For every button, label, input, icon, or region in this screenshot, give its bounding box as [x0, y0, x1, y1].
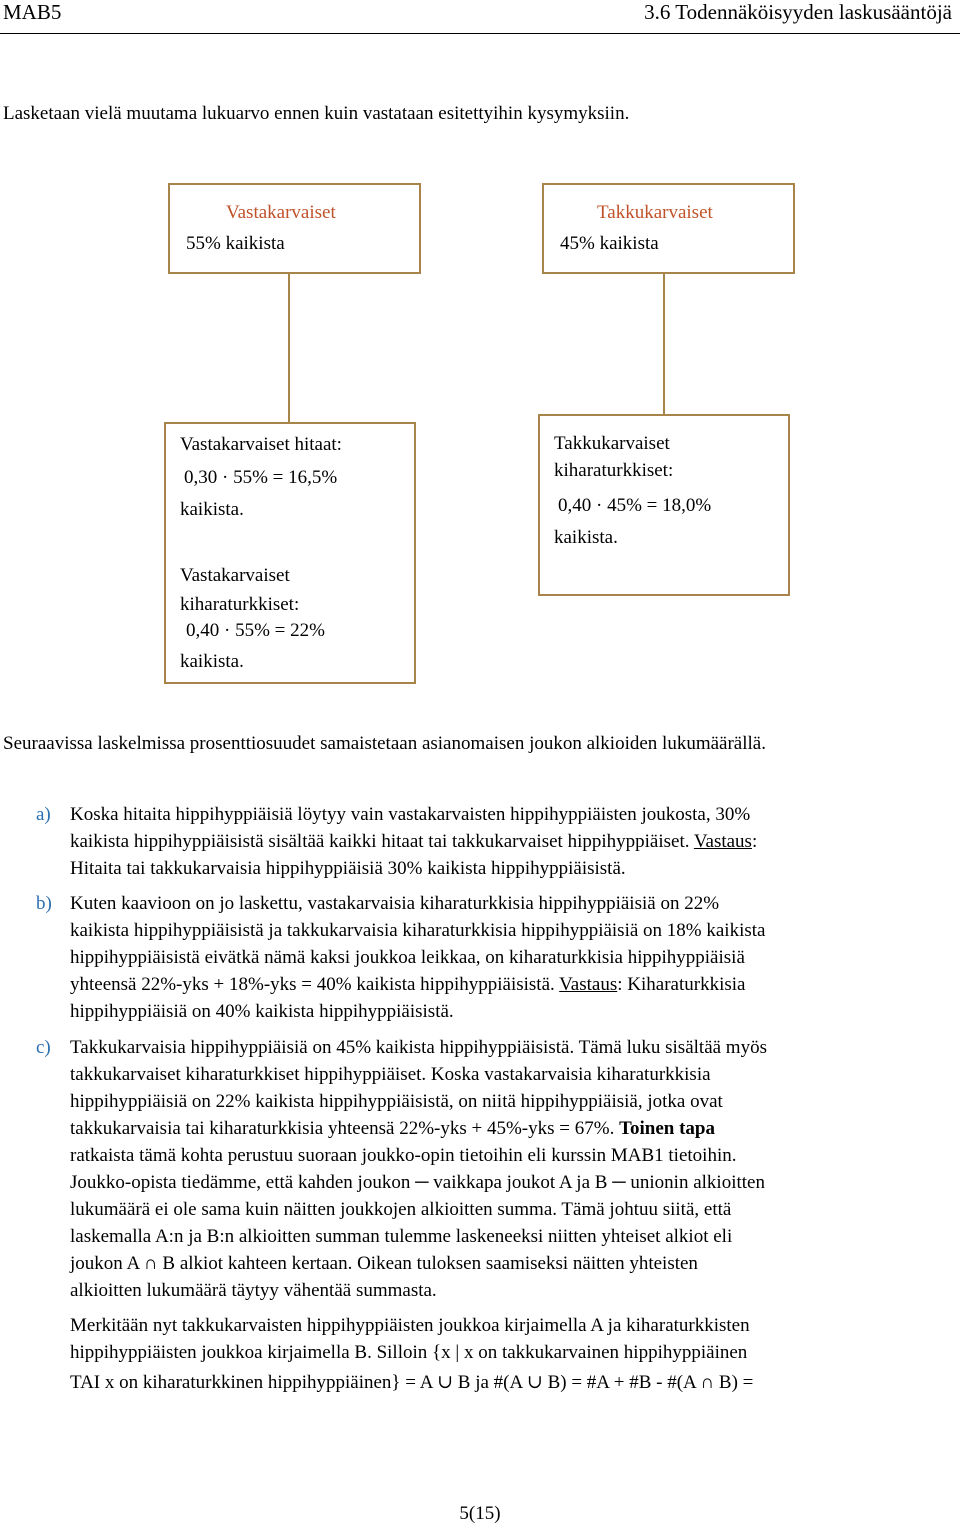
- box-vastakarvaiset-details: [164, 422, 416, 684]
- box-vastakarvaiset: [168, 183, 421, 274]
- intro-text: Lasketaan vielä muutama lukuarvo ennen kuin vastataan esitettyihin kysymyksiin.: [3, 103, 630, 124]
- box-takkukarvaiset-details: [538, 414, 790, 596]
- header-section-title: 3.6 Todennäköisyyden laskusääntöjä: [644, 0, 952, 24]
- item-line: kaikista hippihyppiäisistä ja takkukarvaisia kiharaturkkisia hippihyppiäisiä on 18% kaikista: [70, 920, 766, 941]
- item-line: ratkaista tämä kohta perustuu suoraan joukko-opin tietoihin eli kurssin MAB1 tietoihin.: [70, 1145, 737, 1166]
- item-label: c): [36, 1037, 51, 1058]
- box-title: Vastakarvaiset: [226, 202, 336, 223]
- detail-line: Vastakarvaiset hitaat:: [180, 434, 342, 455]
- detail-equation: 0,40 · 55% = 22%: [186, 620, 325, 641]
- item-label: a): [36, 804, 51, 825]
- item-line: Hitaita tai takkukarvaisia hippihyppiäisiä 30% kaikista hippihyppiäisistä.: [70, 858, 626, 879]
- item-line: Koska hitaita hippihyppiäisiä löytyy vain vastakarvaisten hippihyppiäisten joukosta, 30%: [70, 804, 751, 825]
- header-rule: [0, 33, 960, 34]
- box-subtitle: 45% kaikista: [560, 233, 659, 254]
- item-line: Takkukarvaisia hippihyppiäisiä on 45% kaikista hippihyppiäisistä. Tämä luku sisältää myös: [70, 1037, 767, 1058]
- detail-line: kaikista.: [180, 499, 244, 520]
- item-line: takkukarvaiset kiharaturkkiset hippihyppiäiset. Koska vastakarvaisia kiharaturkkisia: [70, 1064, 711, 1085]
- item-line: laskemalla A:n ja B:n alkioitten summan tulemme laskeneeksi niitten yhteiset alkiot eli: [70, 1226, 733, 1247]
- detail-line: Vastakarvaiset: [180, 565, 290, 586]
- detail-equation: 0,40 · 45% = 18,0%: [558, 495, 712, 516]
- detail-line: kaikista.: [554, 527, 618, 548]
- detail-line: kiharaturkkiset:: [180, 594, 300, 615]
- union-formula: TAI x on kiharaturkkinen hippihyppiäinen} = A ∪ B ja #(A ∪ B) = #A + #B - #(A ∩ B) =: [70, 1372, 754, 1393]
- page-number: 5(15): [459, 1503, 501, 1524]
- box-title: Takkukarvaiset: [597, 202, 713, 223]
- item-line: Merkitään nyt takkukarvaisten hippihyppiäisten joukkoa kirjaimella A ja kiharaturkkisten: [70, 1315, 750, 1336]
- emphasis: Toinen tapa: [619, 1118, 715, 1139]
- item-line: joukon A ∩ B alkiot kahteen kertaan. Oikean tuloksen saamiseksi näitten yhteisten: [70, 1253, 698, 1274]
- item-line: hippihyppiäisistä eivätkä nämä kaksi joukkoa leikkaa, on kiharaturkkisia hippihyppiäisiä: [70, 947, 745, 968]
- box-subtitle: 55% kaikista: [186, 233, 285, 254]
- intersection-expr: A ∩ B: [126, 1253, 176, 1274]
- connector-left: [288, 273, 290, 423]
- item-line: hippihyppiäisten joukkoa kirjaimella B. Silloin {x | x on takkukarvainen hippihyppiäinen: [70, 1342, 748, 1363]
- header-course: MAB5: [3, 0, 62, 24]
- item-line: alkioitten lukumäärä täytyy vähentää summasta.: [70, 1280, 437, 1301]
- vastaus-label: Vastaus: [559, 974, 618, 995]
- detail-line: kaikista.: [180, 651, 244, 672]
- detail-line: kiharaturkkiset:: [554, 460, 674, 481]
- item-line: lukumäärä ei ole sama kuin näitten joukkojen alkioitten summa. Tämä johtuu siitä, että: [70, 1199, 732, 1220]
- item-line: hippihyppiäisiä on 22% kaikista hippihyppiäisistä, on niitä hippihyppiäisiä, jotka ovat: [70, 1091, 723, 1112]
- item-line: takkukarvaisia tai kiharaturkkisia yhteensä 22%-yks + 45%-yks = 67%. Toinen tapa: [70, 1118, 715, 1139]
- box-takkukarvaiset: [542, 183, 795, 274]
- vastaus-label: Vastaus: [693, 831, 752, 852]
- detail-line: Takkukarvaiset: [554, 433, 670, 454]
- item-line: Joukko-opista tiedämme, että kahden joukon ─ vaikkapa joukot A ja B ─ unionin alkioitten: [70, 1172, 765, 1193]
- item-label: b): [36, 893, 52, 914]
- connector-right: [663, 273, 665, 415]
- item-line: kaikista hippihyppiäisistä sisältää kaikki hitaat tai takkukarvaiset hippihyppiäiset. Vastaus:: [70, 831, 758, 852]
- assumption-paragraph: Seuraavissa laskelmissa prosenttiosuudet samaistetaan asianomaisen joukon alkioiden lukumäärällä.: [3, 733, 766, 754]
- item-line: yhteensä 22%-yks + 18%-yks = 40% kaikista hippihyppiäisistä. Vastaus: Kiharaturkkisia: [70, 974, 746, 995]
- item-line: Kuten kaavioon on jo laskettu, vastakarvaisia kiharaturkkisia hippihyppiäisiä on 22%: [70, 893, 720, 914]
- detail-equation: 0,30 · 55% = 16,5%: [184, 467, 338, 488]
- item-line: hippihyppiäisiä on 40% kaikista hippihyppiäisistä.: [70, 1001, 454, 1022]
